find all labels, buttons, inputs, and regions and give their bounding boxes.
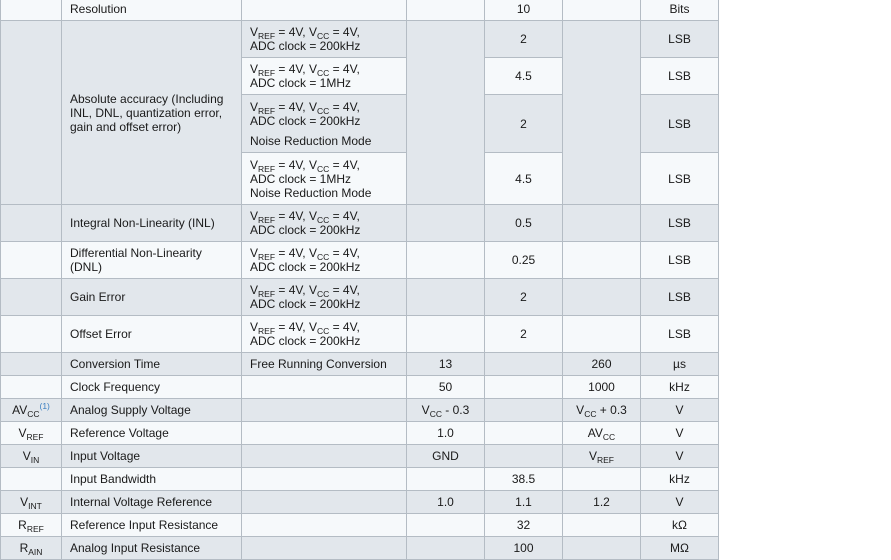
max-cell: $V_{CC} + 0.3$ (563, 399, 641, 422)
symbol-cell (1, 353, 62, 376)
condition-cell (242, 491, 407, 514)
condition-cell: $V_{REF} = 4V$, $V_{CC} = 4V$, ADC clock = 200kHz (242, 21, 407, 58)
min-cell (407, 21, 485, 205)
units-cell: LSB (641, 242, 719, 279)
table-row (1, 399, 719, 422)
symbol-cell (1, 205, 62, 242)
parameter-cell: Analog Input Resistance (62, 537, 242, 560)
parameter-cell: Integral Non-Linearity (INL) (62, 205, 242, 242)
units-cell: µs (641, 353, 719, 376)
min-cell (407, 316, 485, 353)
min-cell: GND (407, 445, 485, 468)
max-cell (563, 468, 641, 491)
units-cell: Bits (641, 0, 719, 21)
symbol-cell (1, 242, 62, 279)
typ-cell: 38.5 (485, 468, 563, 491)
max-cell (563, 21, 641, 205)
parameter-cell: Input Bandwidth (62, 468, 242, 491)
parameter-cell: Offset Error (62, 316, 242, 353)
max-cell: 260 (563, 353, 641, 376)
max-cell (563, 537, 641, 560)
parameter-cell: Reference Input Resistance (62, 514, 242, 537)
units-cell: LSB (641, 95, 719, 153)
units-cell: kΩ (641, 514, 719, 537)
condition-cell (242, 376, 407, 399)
units-cell: LSB (641, 58, 719, 95)
typ-cell: 100 (485, 537, 563, 560)
min-cell (407, 0, 485, 21)
parameter-cell: Reference Voltage (62, 422, 242, 445)
typ-cell: 4.5 (485, 58, 563, 95)
symbol-cell: $V_{INT}$ (1, 491, 62, 514)
min-cell (407, 537, 485, 560)
condition-cell (242, 537, 407, 560)
units-cell: MΩ (641, 537, 719, 560)
symbol-cell (1, 468, 62, 491)
symbol-cell (1, 316, 62, 353)
typ-cell (485, 422, 563, 445)
table-row (1, 21, 719, 58)
units-cell: LSB (641, 205, 719, 242)
max-cell (563, 205, 641, 242)
condition-cell: $V_{REF} = 4V$, $V_{CC} = 4V$, ADC clock = 200kHz Noise Reduction Mode (242, 95, 407, 153)
symbol-cell: $V_{IN}$ (1, 445, 62, 468)
min-cell (407, 279, 485, 316)
units-cell: kHz (641, 468, 719, 491)
table-row (1, 205, 719, 242)
condition-cell (242, 0, 407, 21)
typ-cell: 0.5 (485, 205, 563, 242)
max-cell: $V_{REF}$ (563, 445, 641, 468)
min-cell: 1.0 (407, 422, 485, 445)
units-cell: V (641, 422, 719, 445)
symbol-cell: $V_{REF}$ (1, 422, 62, 445)
units-cell: LSB (641, 316, 719, 353)
units-cell: V (641, 445, 719, 468)
parameter-cell: Gain Error (62, 279, 242, 316)
typ-cell (485, 445, 563, 468)
typ-cell: 1.1 (485, 491, 563, 514)
symbol-cell: $AV_{CC}^{(1)}$ (1, 399, 62, 422)
symbol-cell: $R_{AIN}$ (1, 537, 62, 560)
parameter-cell: Analog Supply Voltage (62, 399, 242, 422)
units-cell: LSB (641, 279, 719, 316)
condition-cell: Free Running Conversion (242, 353, 407, 376)
condition-cell: $V_{REF} = 4V$, $V_{CC} = 4V$, ADC clock = 200kHz (242, 205, 407, 242)
typ-cell: 2 (485, 95, 563, 153)
condition-cell (242, 514, 407, 537)
min-cell (407, 242, 485, 279)
parameter-cell: Resolution (62, 0, 242, 21)
condition-cell: $V_{REF} = 4V$, $V_{CC} = 4V$, ADC clock = 1MHz (242, 58, 407, 95)
table-row (1, 491, 719, 514)
units-cell: LSB (641, 153, 719, 205)
min-cell: 50 (407, 376, 485, 399)
table-row (1, 279, 719, 316)
min-cell: $V_{CC} - 0.3$ (407, 399, 485, 422)
typ-cell: 2 (485, 21, 563, 58)
max-cell (563, 242, 641, 279)
min-cell (407, 468, 485, 491)
min-cell: 13 (407, 353, 485, 376)
max-cell (563, 279, 641, 316)
parameter-cell: Internal Voltage Reference (62, 491, 242, 514)
max-cell: 1.2 (563, 491, 641, 514)
symbol-cell (1, 21, 62, 205)
typ-cell: 0.25 (485, 242, 563, 279)
symbol-cell (1, 0, 62, 21)
typ-cell: 10 (485, 0, 563, 21)
condition-cell: $V_{REF} = 4V$, $V_{CC} = 4V$, ADC clock = 1MHz Noise Reduction Mode (242, 153, 407, 205)
table-row (1, 445, 719, 468)
condition-cell (242, 445, 407, 468)
symbol-cell (1, 376, 62, 399)
units-cell: V (641, 491, 719, 514)
table-row (1, 242, 719, 279)
units-cell: LSB (641, 21, 719, 58)
table-row (1, 0, 719, 21)
parameter-cell: Input Voltage (62, 445, 242, 468)
min-cell (407, 205, 485, 242)
table-row (1, 514, 719, 537)
min-cell (407, 514, 485, 537)
parameter-cell: Conversion Time (62, 353, 242, 376)
table-row (1, 353, 719, 376)
symbol-cell: $R_{REF}$ (1, 514, 62, 537)
max-cell (563, 0, 641, 21)
parameter-cell: Absolute accuracy (Including INL, DNL, quantization error, gain and offset error) (62, 21, 242, 205)
min-cell: 1.0 (407, 491, 485, 514)
condition-cell (242, 468, 407, 491)
max-cell: $AV_{CC}$ (563, 422, 641, 445)
units-cell: V (641, 399, 719, 422)
max-cell (563, 514, 641, 537)
table-row (1, 468, 719, 491)
footnote-link[interactable]: (1) (39, 401, 50, 411)
condition-cell: $V_{REF} = 4V$, $V_{CC} = 4V$, ADC clock = 200kHz (242, 279, 407, 316)
typ-cell: 2 (485, 279, 563, 316)
typ-cell (485, 376, 563, 399)
units-cell: kHz (641, 376, 719, 399)
symbol-cell (1, 279, 62, 316)
typ-cell (485, 353, 563, 376)
typ-cell: 4.5 (485, 153, 563, 205)
condition-cell (242, 399, 407, 422)
table-row (1, 376, 719, 399)
table-row (1, 316, 719, 353)
parameter-cell: Differential Non-Linearity (DNL) (62, 242, 242, 279)
table-row (1, 422, 719, 445)
max-cell: 1000 (563, 376, 641, 399)
condition-cell: $V_{REF} = 4V$, $V_{CC} = 4V$, ADC clock = 200kHz (242, 242, 407, 279)
typ-cell (485, 399, 563, 422)
table-row (1, 537, 719, 560)
condition-cell (242, 422, 407, 445)
max-cell (563, 316, 641, 353)
parameter-cell: Clock Frequency (62, 376, 242, 399)
typ-cell: 32 (485, 514, 563, 537)
typ-cell: 2 (485, 316, 563, 353)
condition-cell: $V_{REF} = 4V$, $V_{CC} = 4V$, ADC clock = 200kHz (242, 316, 407, 353)
